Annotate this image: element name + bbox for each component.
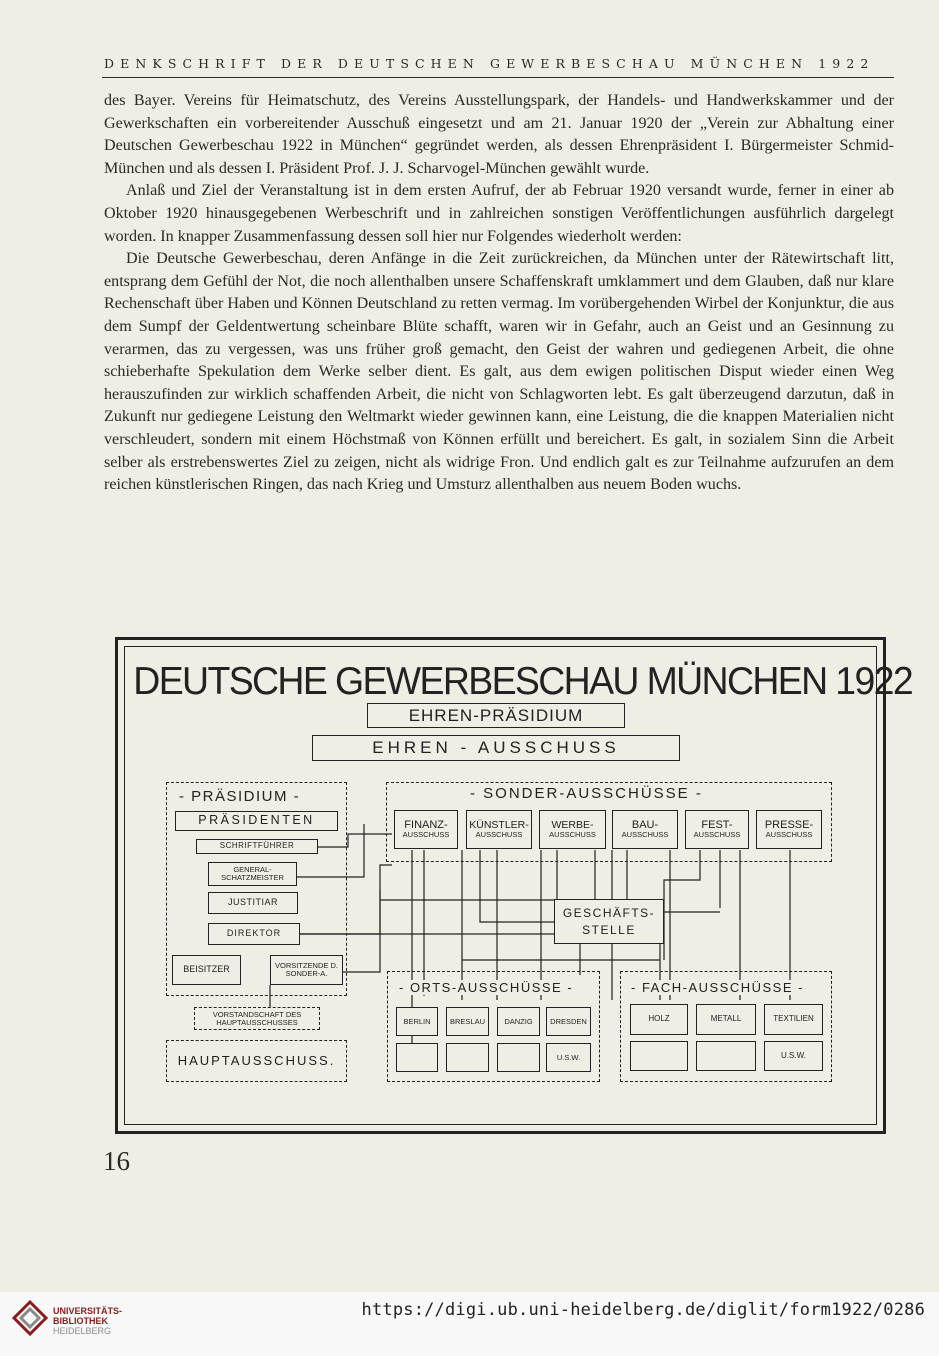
orts-ausschuss-danzig: DANZIG <box>497 1007 540 1036</box>
vorsitzende-box: VORSITZENDE D. SONDER-A. <box>270 955 343 985</box>
geschaeftsstelle-box <box>554 899 664 944</box>
beisitzer-box: BEISITZER <box>172 955 241 985</box>
running-head: DENKSCHRIFT DER DEUTSCHEN GEWERBESCHAU MÜNCHEN 1922 <box>104 56 875 71</box>
fach-ausschuss-metall: METALL <box>696 1004 756 1035</box>
orts-ausschuss-more: U.S.W. <box>546 1043 591 1072</box>
sonder-ausschuss-sub: AUSSCHUSS <box>693 830 741 840</box>
sonder-ausschuss-sub: AUSSCHUSS <box>765 830 813 840</box>
paragraph: Die Deutsche Gewerbeschau, deren Anfänge in die Zeit zurückreichen, da München unter der Rätewirtschaft litt, entsprang dem Gefühl der Not, die noch allenthalben unsere Schaffenskraft umklammert und dem Glauben, daß nur klare Rechenschaft über Haben und Können Deutschland zu retten vermag. Im vorübergehenden Wirbel der Konjunktur, die aus dem Sumpf der Geldentwertung scheinbare Blüte schafft, waren wir in Gefahr, auch an Geist und an Gesinnung zu verarmen, das zu vergessen, was uns früher groß gemacht, den Geist der wahren und gediegenen Arbeit, die ohne schieberhafte Spekulation dem Werke selber dient. Es galt, aus dem ewigen politischen Disput wieder einen Weg herauszufinden zur wirklich schaffenden Arbeit, die nicht von Schlagworten lebt. Es galt überzeugend darzutun, daß in Zukunft nur gediegene Leistung den Weltmarkt wieder gewinnen kann, eine Leistung, die die knappen Materialien nicht verschleudert, sondern mit einem Höchstmaß von Können erfüllt und bereichert. Es galt, in sozialem Sinn die Arbeit selber als erstrebenswertes Ziel zu zeigen, nicht als widrige Fron. Und endlich galt es zur Teilnahme aufzurufen an dem reichen künstlerischen Ringen, das nach Krieg und Umsturz allenthalben aus neuem Boden wuchs. <box>104 250 894 494</box>
fach-ausschuss-more: U.S.W. <box>764 1041 823 1071</box>
library-line: BIBLIOTHEK <box>53 1316 108 1326</box>
sonder-ausschuesse-label: - SONDER-AUSSCHÜSSE - <box>466 785 707 802</box>
sonder-ausschuss-fest <box>685 810 749 849</box>
praesidenten-box: PRÄSIDENTEN <box>175 811 338 831</box>
generalschatzmeister-box: GENERAL-SCHATZMEISTER <box>208 862 297 886</box>
fach-ausschuss-holz: HOLZ <box>630 1004 688 1035</box>
fach-ausschuss-empty <box>630 1041 688 1071</box>
library-line: UNIVERSITÄTS- <box>53 1306 123 1316</box>
library-logo-icon[interactable] <box>12 1300 48 1336</box>
sonder-ausschuss-presse <box>756 810 822 849</box>
sonder-ausschuss-sub: AUSSCHUSS <box>475 830 523 840</box>
sonder-ausschuss-name: KÜNSTLER- <box>469 819 529 832</box>
orts-ausschuss-dresden: DRESDEN <box>546 1007 591 1036</box>
direktor-box: DIREKTOR <box>208 923 300 945</box>
justitiar-box: JUSTITIAR <box>208 892 298 914</box>
page-number: 16 <box>103 1146 130 1176</box>
hauptausschuss-box: HAUPTAUSSCHUSS. <box>166 1040 347 1082</box>
sonder-ausschuss-bau <box>612 810 678 849</box>
fach-ausschuss-empty <box>696 1041 756 1071</box>
geschaeftsstelle-line1: GESCHÄFTS- <box>562 905 656 920</box>
orts-ausschuesse-label: - ORTS-AUSSCHÜSSE - <box>395 980 577 995</box>
sonder-ausschuss-name: FEST- <box>701 818 733 831</box>
orts-ausschuss-empty <box>446 1043 489 1072</box>
orts-ausschuss-berlin: BERLIN <box>396 1007 438 1036</box>
sonder-ausschuss-sub: AUSSCHUSS <box>549 830 596 840</box>
source-url-link[interactable]: https://digi.ub.uni-heidelberg.de/diglit/form1922/0286 <box>361 1300 925 1320</box>
orts-ausschuss-breslau: BRESLAU <box>446 1007 489 1036</box>
orts-ausschuss-empty <box>396 1043 438 1072</box>
sonder-ausschuss-sub: AUSSCHUSS <box>621 830 669 840</box>
library-name[interactable] <box>53 1306 122 1336</box>
sonder-ausschuss-kuenstler <box>466 810 532 849</box>
sonder-ausschuss-name: BAU- <box>631 818 659 831</box>
sonder-ausschuss-name: PRESSE- <box>764 818 814 831</box>
sonder-ausschuss-werbe <box>539 810 606 849</box>
library-line: HEIDELBERG <box>53 1326 112 1336</box>
org-chart-title: DEUTSCHE GEWERBESCHAU MÜNCHEN 1922 <box>133 660 913 703</box>
ehren-ausschuss-box: EHREN - AUSSCHUSS <box>312 735 680 761</box>
sonder-ausschuss-finanz <box>394 810 458 849</box>
sonder-ausschuss-name: WERBE- <box>551 819 594 832</box>
fach-ausschuss-textilien: TEXTILIEN <box>764 1004 823 1035</box>
praesidium-label: - PRÄSIDIUM - <box>175 788 304 805</box>
ehren-praesidium-box: EHREN-PRÄSIDIUM <box>367 703 625 728</box>
vorstandschaft-box: VORSTANDSCHAFT DES HAUPTAUSSCHUSSES <box>194 1007 320 1030</box>
paragraph: Anlaß und Ziel der Veranstaltung ist in dem ersten Aufruf, der ab Februar 1920 versandt wurde, ferner in einer ab Oktober 1920 hinausgegebenen Werbeschrift und in zahlreichen sonstigen Veröffentlichungen ausführlich dargelegt worden. In knapper Zusammenfassung dessen soll hier nur Folgendes wiederholt werden: <box>104 182 894 245</box>
schriftfuehrer-box: SCHRIFTFÜHRER <box>196 839 318 854</box>
sonder-ausschuss-sub: AUSSCHUSS <box>402 830 450 840</box>
orts-ausschuss-empty <box>497 1043 540 1072</box>
geschaeftsstelle-line2: STELLE <box>582 922 636 937</box>
sonder-ausschuss-name: FINANZ- <box>404 818 448 831</box>
paragraph: des Bayer. Vereins für Heimatschutz, des Vereins Ausstellungspark, der Handels- und Handwerkskammer und der Gewerkschaften ein vorbereitender Ausschuß eingesetzt und am 21. Januar 1920 der „Verein zur Abhaltung einer Deutschen Gewerbeschau 1922 in München“ gegründet werden, als dessen Ehrenpräsident I. Bürgermeister Schmid-München und als dessen I. Präsident Prof. J. J. Scharvogel-München gewählt wurde. <box>104 92 894 177</box>
fach-ausschuesse-label: - FACH-AUSSCHÜSSE - <box>627 980 808 995</box>
